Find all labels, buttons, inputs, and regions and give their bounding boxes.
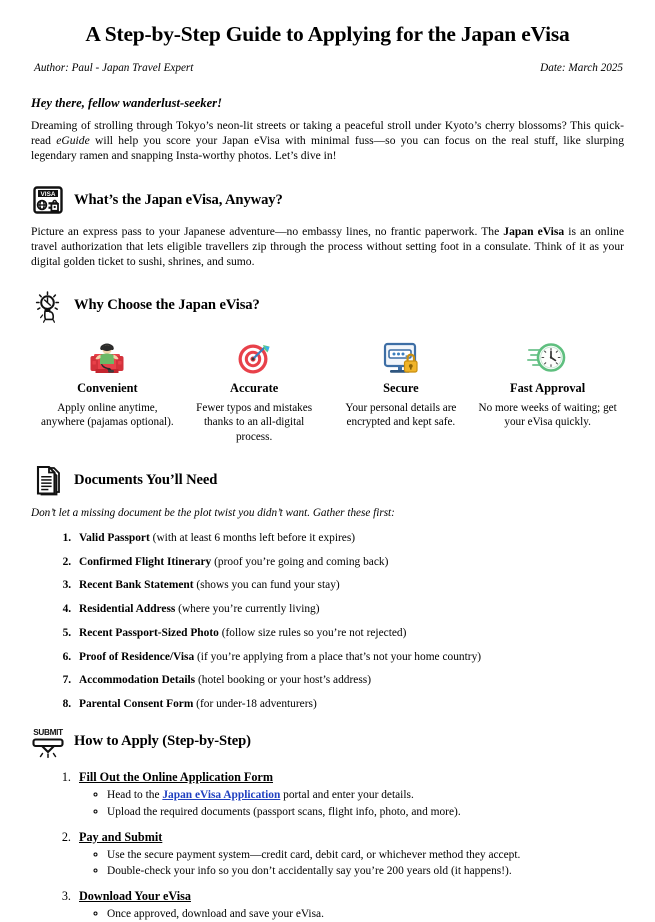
document-meta <box>28 62 627 74</box>
list-item <box>74 531 627 545</box>
what-is-bold-term: Japan eVisa <box>503 224 565 238</box>
substep-text: Once approved, download and save your eVisa. <box>107 907 324 920</box>
section-what-is-evisa-header <box>28 183 627 217</box>
intro-eguide-emphasis: eGuide <box>56 134 90 148</box>
substep-list <box>79 788 627 819</box>
feature-card-convenient <box>34 337 181 445</box>
document-note: (follow size rules so you’re not rejected) <box>218 626 407 639</box>
document-name: Valid Passport <box>79 531 150 544</box>
document-note: (hotel booking or your host’s address) <box>195 674 372 687</box>
feature-card-fast-approval <box>474 337 621 445</box>
list-item <box>74 770 627 819</box>
section-why-choose-title: Why Choose the Japan eVisa? <box>74 297 260 314</box>
list-item <box>107 805 627 820</box>
svg-text:VISA: VISA <box>40 190 56 198</box>
section-documents-title: Documents You’ll Need <box>74 472 218 489</box>
section-what-is-evisa-title: What’s the Japan eVisa, Anyway? <box>74 191 283 208</box>
document-note: (for under-18 adventurers) <box>193 698 317 711</box>
list-item <box>107 848 627 863</box>
document-name: Confirmed Flight Itinerary <box>79 555 212 568</box>
section-how-to-apply-header <box>28 724 627 758</box>
step-title: Download Your eVisa <box>79 888 191 903</box>
list-item <box>74 626 627 640</box>
date-label: Date: March 2025 <box>540 61 623 74</box>
monitor-lock-icon <box>380 337 422 379</box>
document-name: Recent Passport-Sized Photo <box>79 626 219 639</box>
what-is-paragraph <box>28 224 627 270</box>
list-item <box>74 650 627 664</box>
intro-paragraph <box>28 118 627 164</box>
section-why-choose-header <box>28 289 627 323</box>
feature-description: No more weeks of waiting; get your eVisa quickly. <box>478 401 617 429</box>
stacked-documents-icon <box>31 463 65 497</box>
japan-evisa-application-link[interactable]: Japan eVisa Application <box>162 789 281 802</box>
list-item <box>74 555 627 569</box>
substep-text-after: portal and enter your details. <box>280 789 414 802</box>
substep-list <box>79 907 627 922</box>
feature-card-accurate <box>181 337 328 445</box>
list-item <box>107 864 627 879</box>
list-item <box>74 578 627 592</box>
substep-text-before: Head to the <box>107 789 163 802</box>
feature-card-secure <box>328 337 475 445</box>
document-name: Residential Address <box>79 603 176 616</box>
substep-text: Upload the required documents (passport scans, flight info, photo, and more). <box>107 805 461 818</box>
feature-title: Secure <box>383 380 419 395</box>
section-how-to-apply-title: How to Apply (Step-by-Step) <box>74 733 251 750</box>
list-item <box>74 889 627 922</box>
feature-description: Apply online anytime, anywhere (pajamas optional). <box>41 401 174 429</box>
document-name: Recent Bank Statement <box>79 579 194 592</box>
documents-list <box>28 531 627 712</box>
substep-list <box>79 848 627 879</box>
what-is-text-1: Picture an express pass to your Japanese adventure—no embassy lines, no frantic paperwork. The <box>31 224 504 238</box>
svg-text:SUBMIT: SUBMIT <box>33 728 63 738</box>
lightbulb-click-icon <box>31 289 65 323</box>
list-item <box>74 602 627 616</box>
feature-title: Accurate <box>230 380 279 395</box>
substep-text: Double-check your info so you don’t accidentally say you’re 200 years old (it happens!). <box>107 864 512 877</box>
fast-clock-icon <box>527 337 569 379</box>
document-note: (with at least 6 months left before it expires) <box>149 531 356 544</box>
substep-text: Use the secure payment system—credit card, debit card, or whichever method they accept. <box>107 848 521 861</box>
document-note: (proof you’re going and coming back) <box>211 555 389 568</box>
documents-subtitle: Don’t let a missing document be the plot twist you didn’t want. Gather these first: <box>31 507 395 520</box>
submit-stamp-icon <box>31 724 65 758</box>
person-in-armchair-icon <box>86 337 128 379</box>
intro-text-2: will help you score your Japan eVisa with minimal fuss—so you can focus on the real stuff, like slurping legendary ramen and snapping Insta-worthy photos. Let’s dive in! <box>31 134 624 163</box>
author-label: Author: Paul - Japan Travel Expert <box>34 61 194 74</box>
list-item <box>74 673 627 687</box>
document-note: (if you’re applying from a place that’s not your home country) <box>194 650 482 663</box>
feature-description: Your personal details are encrypted and kept safe. <box>345 401 457 429</box>
list-item <box>107 907 627 922</box>
list-item <box>107 788 627 803</box>
apply-steps-list <box>28 770 627 921</box>
what-is-text-2: is an online travel authorization that lets eligible travellers zip through the process without setting foot in a consulate. Think of it as your digital golden ticket to sushi, shrines, and sumo. <box>31 224 624 269</box>
document-note: (where you’re currently living) <box>175 603 320 616</box>
feature-list <box>28 337 627 445</box>
feature-title: Fast Approval <box>510 380 586 395</box>
document-name: Accommodation Details <box>79 674 196 687</box>
document-name: Proof of Residence/Visa <box>79 650 195 663</box>
step-title: Fill Out the Online Application Form <box>79 770 273 785</box>
list-item <box>74 697 627 711</box>
step-title: Pay and Submit <box>79 829 163 844</box>
feature-description: Fewer typos and mistakes thanks to an all-digital process. <box>196 401 313 443</box>
visa-card-icon <box>31 183 65 217</box>
document-name: Parental Consent Form <box>79 698 194 711</box>
document-note: (shows you can fund your stay) <box>193 579 340 592</box>
feature-title: Convenient <box>77 380 138 395</box>
page-title: A Step-by-Step Guide to Applying for the Japan eVisa <box>85 22 570 46</box>
section-documents-header <box>28 463 627 497</box>
dart-target-icon <box>233 337 275 379</box>
intro-greeting: Hey there, fellow wanderlust-seeker! <box>31 95 222 110</box>
intro-text-1: Dreaming of strolling through Tokyo’s neon-lit streets or taking a peaceful stroll under Kyoto’s cherry blossoms? This quick-read <box>31 118 624 148</box>
